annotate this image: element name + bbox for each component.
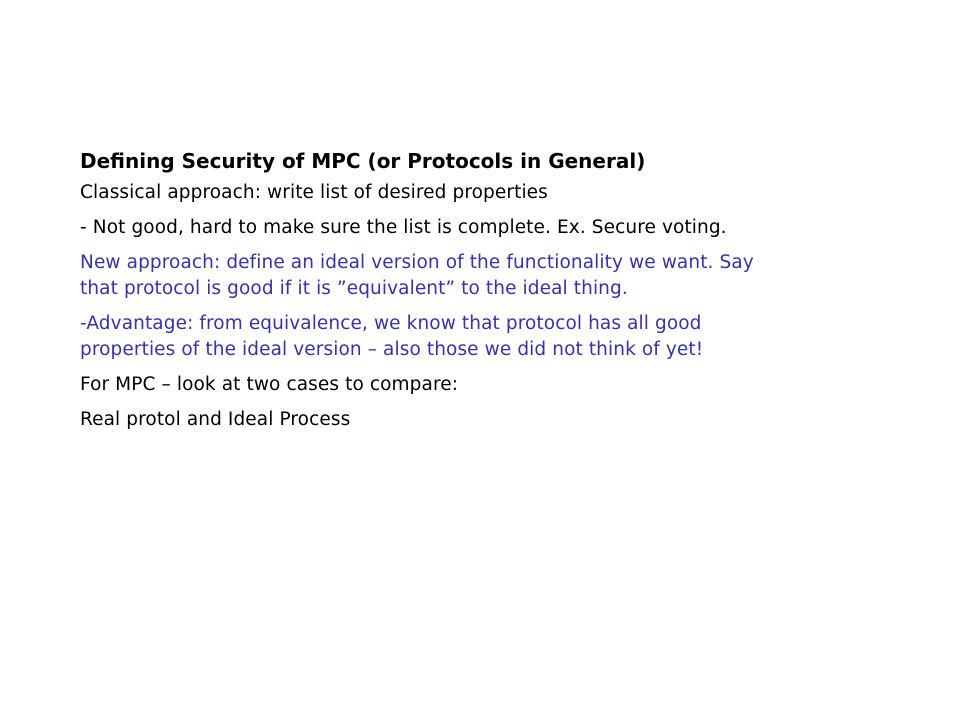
paragraph-line: properties of the ideal version – also those we did not think of yet! — [80, 339, 704, 360]
paragraph-classical-approach — [80, 180, 920, 206]
paragraph-for-mpc — [80, 372, 920, 398]
paragraph-real-vs-ideal — [80, 407, 920, 433]
paragraph-advantage — [80, 311, 920, 363]
paragraph-line: Classical approach: write list of desired properties — [80, 182, 548, 203]
paragraph-line: that protocol is good if it is ”equivalent” to the ideal thing. — [80, 278, 628, 299]
paragraph-line: New approach: define an ideal version of the functionality we want. Say — [80, 252, 754, 273]
paragraph-new-approach — [80, 250, 920, 302]
paragraph-line: - Not good, hard to make sure the list is complete. Ex. Secure voting. — [80, 217, 727, 238]
slide-content — [80, 146, 920, 442]
paragraph-line: Real protol and Ideal Process — [80, 409, 351, 430]
paragraph-line: -Advantage: from equivalence, we know that protocol has all good — [80, 313, 702, 334]
paragraph-not-good — [80, 215, 920, 241]
slide-title: Defining Security of MPC (or Protocols in General) — [80, 149, 646, 173]
paragraph-line: For MPC – look at two cases to compare: — [80, 374, 459, 395]
